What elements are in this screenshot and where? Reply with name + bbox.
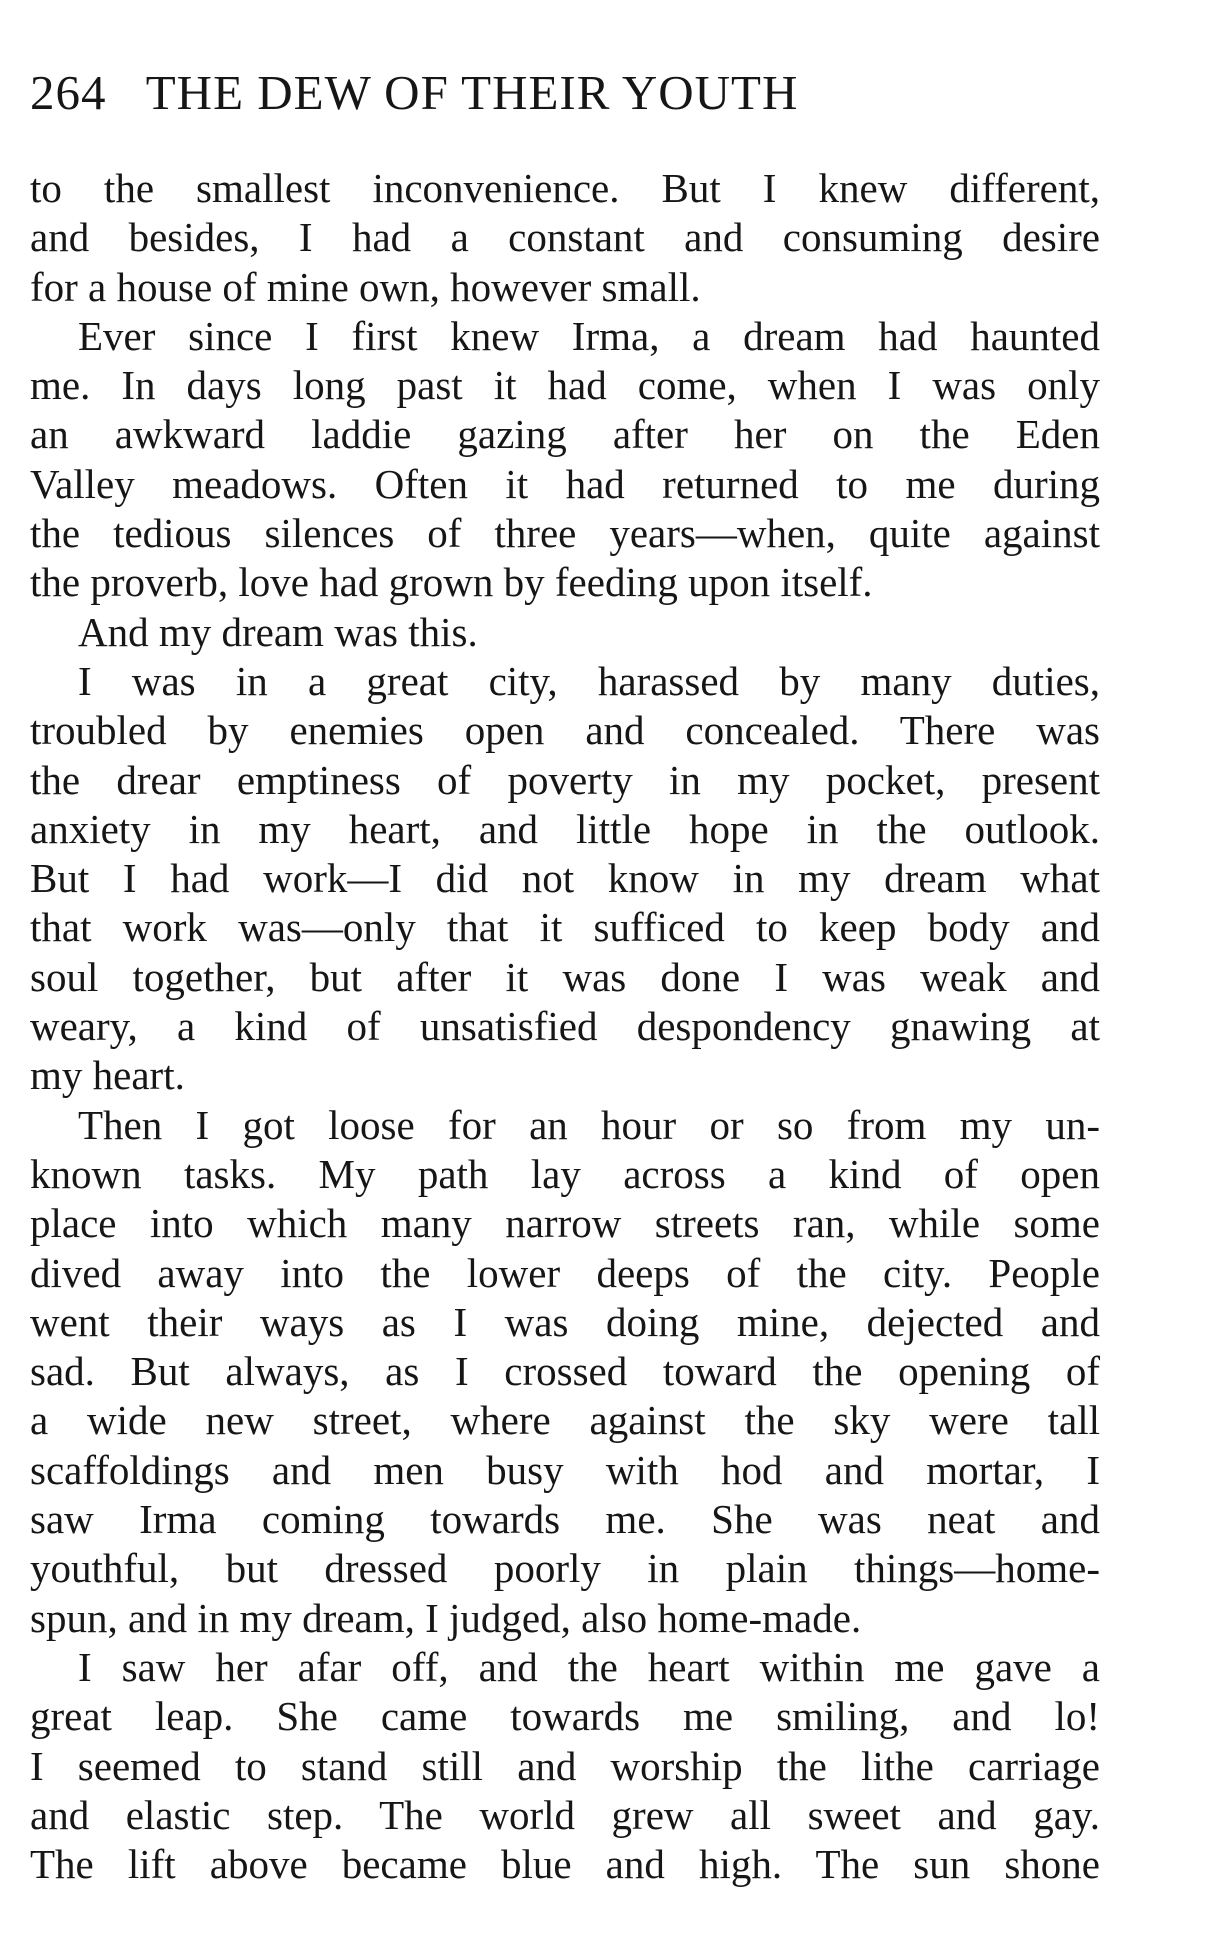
page-header <box>30 58 1090 128</box>
paragraph <box>30 657 1100 1101</box>
text-line: saw Irma coming towards me. She was neat and <box>30 1496 1100 1543</box>
text-line: Then I got loose for an hour or so from my un- <box>78 1101 1100 1148</box>
text-line: and besides, I had a constant and consuming desire <box>30 214 1100 261</box>
paragraph <box>30 1101 1100 1643</box>
text-line: an awkward laddie gazing after her on the Eden <box>30 411 1100 458</box>
paragraph <box>30 608 1100 657</box>
paragraph <box>30 1643 1100 1889</box>
text-line: anxiety in my heart, and little hope in the outlook. <box>30 805 1100 852</box>
text-line: soul together, but after it was done I was weak and <box>30 953 1100 1000</box>
paragraph <box>30 164 1100 312</box>
text-line: a wide new street, where against the sky were tall <box>30 1397 1100 1444</box>
text-line: Ever since I first knew Irma, a dream had haunted <box>78 312 1100 359</box>
text-line: my heart. <box>30 1052 185 1099</box>
text-line: The lift above became blue and high. The sun shone <box>30 1841 1100 1888</box>
text-line: known tasks. My path lay across a kind of open <box>30 1150 1100 1197</box>
text-line: weary, a kind of unsatisfied despondency gnawing at <box>30 1003 1100 1050</box>
text-line: And my dream was this. <box>78 608 478 655</box>
text-line: scaffoldings and men busy with hod and mortar, I <box>30 1446 1100 1493</box>
text-line: the proverb, love had grown by feeding upon itself. <box>30 559 873 606</box>
text-line: troubled by enemies open and concealed. There was <box>30 707 1100 754</box>
text-line: great leap. She came towards me smiling, and lo! <box>30 1693 1100 1740</box>
text-line: for a house of mine own, however small. <box>30 263 701 310</box>
text-line: to the smallest inconvenience. But I knew different, <box>30 165 1100 211</box>
running-title: THE DEW OF THEIR YOUTH <box>145 65 799 120</box>
text-line: youthful, but dressed poorly in plain things—home- <box>30 1545 1100 1592</box>
text-line: went their ways as I was doing mine, dejected and <box>30 1298 1100 1345</box>
paragraph <box>30 312 1100 608</box>
text-line: the tedious silences of three years—when, quite against <box>30 510 1100 557</box>
text-line: But I had work—I did not know in my dream what <box>30 855 1100 902</box>
text-line: the drear emptiness of poverty in my pocket, present <box>30 756 1100 803</box>
text-line: dived away into the lower deeps of the city. People <box>30 1249 1100 1296</box>
page-number: 264 <box>30 65 107 120</box>
text-line: sad. But always, as I crossed toward the opening of <box>30 1348 1100 1395</box>
text-line: I seemed to stand still and worship the lithe carriage <box>30 1742 1100 1789</box>
text-line: Valley meadows. Often it had returned to me during <box>30 460 1100 507</box>
text-line: I was in a great city, harassed by many duties, <box>78 657 1100 704</box>
text-line: spun, and in my dream, I judged, also home-made. <box>30 1594 862 1641</box>
body-text <box>30 164 1100 1889</box>
text-line: and elastic step. The world grew all sweet and gay. <box>30 1791 1100 1838</box>
text-line: me. In days long past it had come, when I was only <box>30 362 1100 409</box>
text-line: I saw her afar off, and the heart within me gave a <box>78 1643 1100 1690</box>
text-line: place into which many narrow streets ran, while some <box>30 1200 1100 1247</box>
text-line: that work was—only that it sufficed to keep body and <box>30 904 1100 951</box>
